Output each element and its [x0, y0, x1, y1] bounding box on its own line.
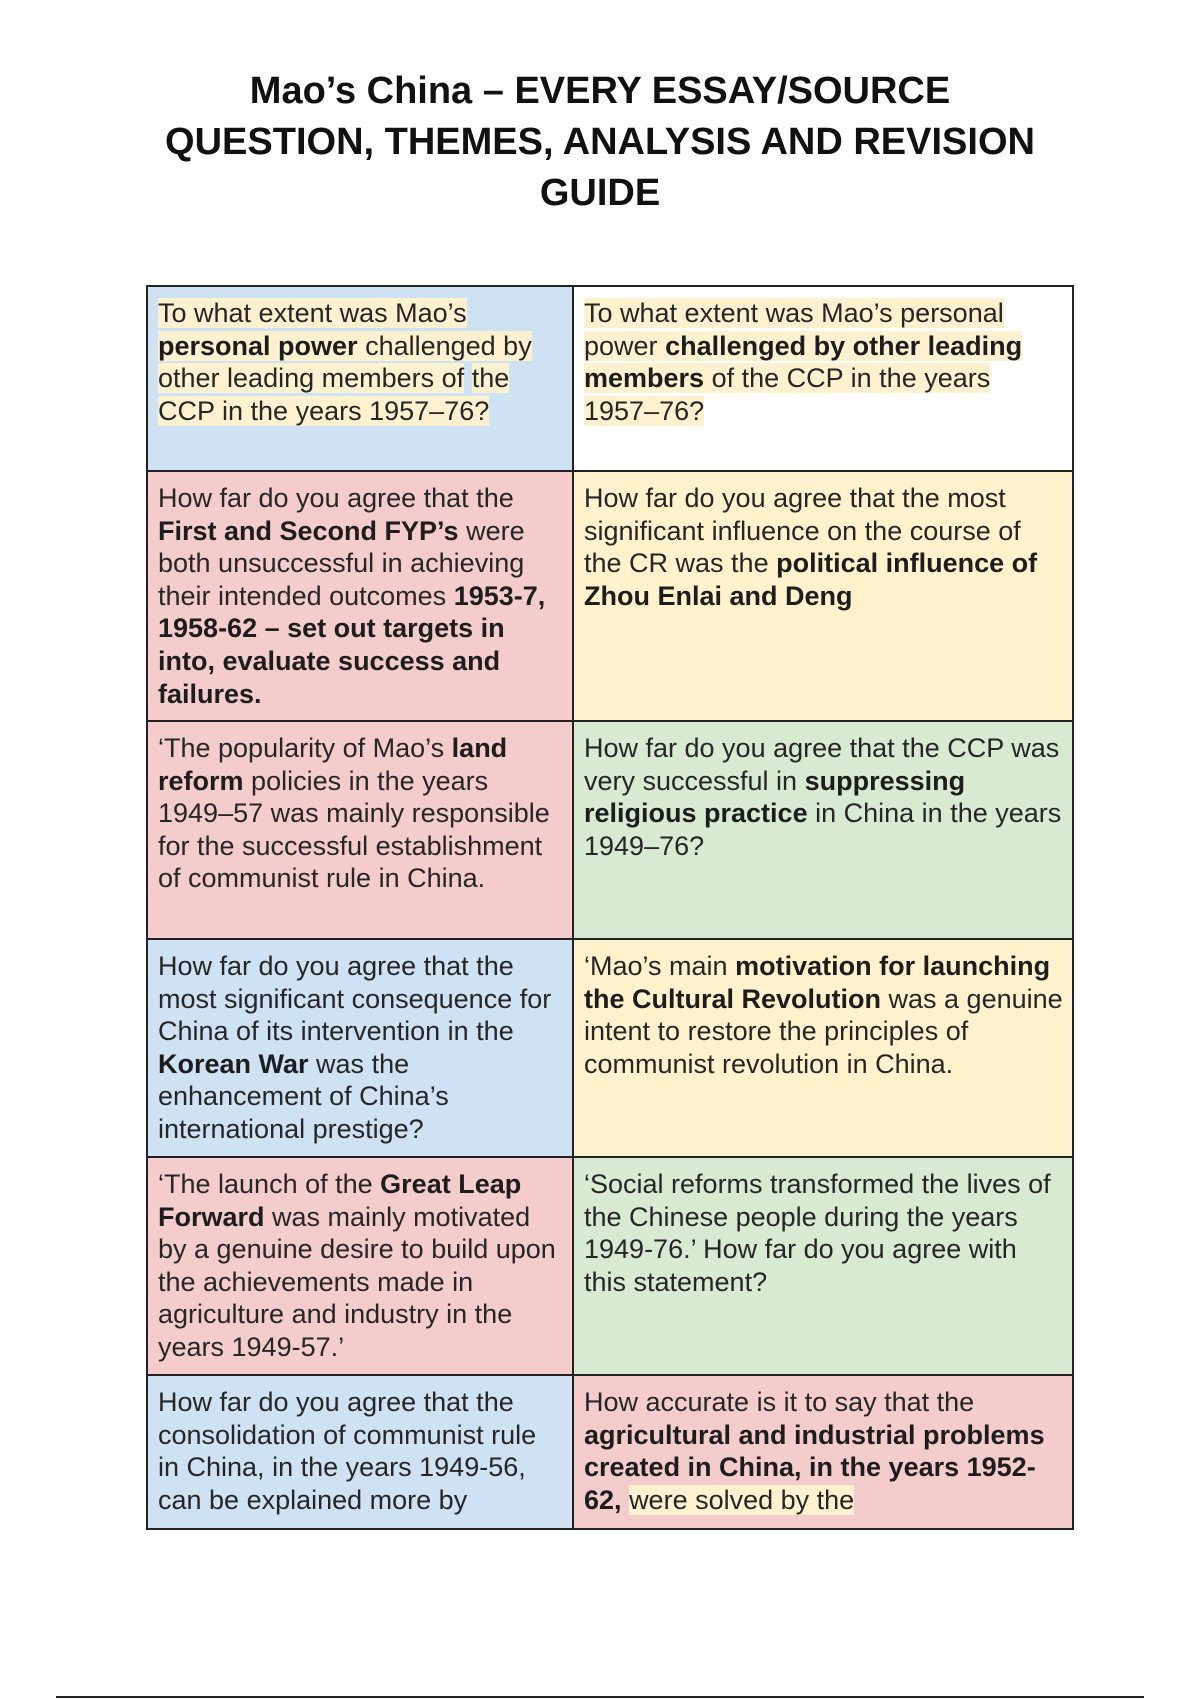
cell-bold-text: personal power: [158, 330, 358, 361]
cell-text: To what extent was Mao’s personal power: [584, 298, 1004, 361]
table-row: [147, 286, 1073, 471]
cell-text: was a genuine intent to restore the principles of communist revolution in China.: [584, 983, 1063, 1079]
question-cell-r6c1: [147, 1375, 573, 1529]
table-row: [147, 721, 1073, 939]
cell-text: How far do you agree that the most significant influence on the course of the CR was the: [584, 483, 1021, 579]
question-cell-r2c2: [573, 471, 1073, 721]
question-cell-r5c1: [147, 1157, 573, 1375]
cell-text: ‘Mao’s main: [584, 951, 728, 981]
title-line-1: Mao’s China – EVERY ESSAY/SOURCE: [249, 70, 951, 112]
cell-text: were solved by the: [629, 1484, 855, 1515]
cell-text: challenged by: [365, 330, 532, 361]
table-row: [147, 471, 1073, 721]
cell-text: How far do you agree that the CCP was very successful in: [584, 733, 1060, 796]
cell-text: To what extent was Mao’s: [158, 298, 467, 328]
question-cell-r2c1: [147, 471, 573, 721]
table-row: [147, 1375, 1073, 1529]
cell-bold-text: challenged by other leading members: [584, 330, 1023, 394]
table-row: [147, 1157, 1073, 1375]
cell-text: of the CCP in the years 1957–76?: [584, 363, 991, 426]
cell-text: How far do you agree that the: [158, 483, 514, 513]
cell-bold-text: First and Second FYP’s: [158, 515, 459, 546]
title-line-2: QUESTION, THEMES, ANALYSIS AND REVISION: [165, 121, 1035, 163]
cell-text: was the enhancement of China’s international prestige?: [158, 1048, 449, 1144]
cell-bold-text: suppressing religious practice: [584, 765, 966, 829]
question-cell-r6c2: [573, 1375, 1073, 1529]
cell-text: How accurate is it to say that the: [584, 1387, 975, 1417]
question-cell-r3c1: [147, 721, 573, 939]
cell-text: was mainly motivated by a genuine desire to build upon the achievements made in agriculture and industry in the years 1949-57.’: [158, 1201, 556, 1362]
cell-text: How far do you agree that the most significant consequence for China of its intervention in the: [158, 951, 552, 1047]
question-cell-r1c2: [573, 286, 1073, 471]
cell-text: ‘The popularity of Mao’s: [158, 733, 445, 763]
cell-bold-text: motivation for launching the Cultural Revolution: [584, 951, 1051, 1014]
bottom-divider: [56, 1696, 1144, 1698]
cell-bold-text: Korean War: [158, 1048, 309, 1079]
cell-text: other leading members of: [158, 363, 465, 394]
question-cell-r5c2: [573, 1157, 1073, 1375]
cell-text: ‘Social reforms transformed the lives of the Chinese people during the years 1949-76.’ How far do you agree with this statement?: [584, 1169, 1051, 1297]
question-cell-r3c2: [573, 721, 1073, 939]
cell-text: ‘The launch of the: [158, 1169, 373, 1199]
cell-text: in China in the years 1949–76?: [584, 798, 1062, 861]
table-row: [147, 939, 1073, 1157]
cell-bold-text: 1953-7, 1958-62 – set out targets in into, evaluate success and failures.: [158, 580, 546, 709]
cell-text: were both unsuccessful in achieving their intended outcomes: [158, 515, 525, 611]
cell-text: How far do you agree that the consolidation of communist rule in China, in the years 1949-56, can be explained more by: [158, 1387, 537, 1515]
cell-bold-text: agricultural and industrial problems created in China, in the years 1952-62,: [584, 1419, 1045, 1515]
title-line-3: GUIDE: [539, 172, 661, 214]
question-cell-r1c1: [147, 286, 573, 471]
question-table: [146, 285, 1074, 1530]
page-title: [0, 66, 1200, 219]
cell-bold-text: political influence of Zhou Enlai and Deng: [584, 548, 1038, 611]
cell-text: policies in the years 1949–57 was mainly responsible for the successful establishment of communist rule in China.: [158, 765, 550, 894]
cell-bold-text: Great Leap Forward: [158, 1169, 522, 1232]
cell-bold-text: land reform: [158, 733, 508, 796]
question-cell-r4c1: [147, 939, 573, 1157]
question-cell-r4c2: [573, 939, 1073, 1157]
cell-text: the CCP in the years 1957–76?: [158, 363, 510, 426]
